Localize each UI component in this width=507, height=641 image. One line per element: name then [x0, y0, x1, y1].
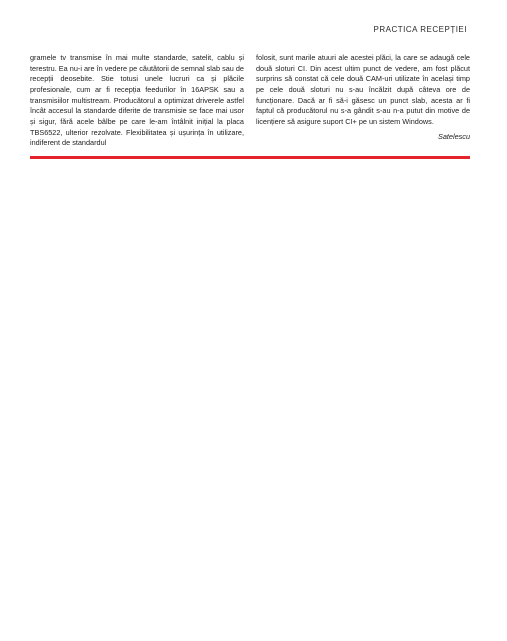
section-title: PRACTICA RECEPȚIEI — [373, 25, 467, 34]
article-text-right: folosit, sunt marile atuuri ale acestei plăci, la care se adaugă cele două sloturi CI. Din acest ultim punct de vedere, am fost plăcut surprins să constat că cele două CAM-uri utilizate în același timp pe cele două sloturi nu s-au încălzit după câteva ore de funcționare. Dacă ar fi să-i găsesc un punct slab, acesta ar fi faptul că producătorul nu s-a gândit s-au n-a putut din motive de licențiere să asigure suport CI+ pe un sistem Windows. — [256, 53, 470, 126]
article-text-left: gramele tv transmise în mai multe standarde, satelit, cablu și terestru. Ea nu-i are în vedere pe căutătorii de semnal slab sau de recepții deosebite. Stie totusi unele lucruri ca și plăcile profesionale, cum ar fi recepția feedurilor în 16APSK sau a transmisiilor multistream. Producătorul a optimizat driverele astfel încât accesul la standarde diferite de transmisie se face mai usor și sigur, fără acele bâlbe pe care le-am întâlnit inițial la placa TBS6522, ulterior rezolvate. Flexibilitatea și ușurința în utilizare, indiferent de standardul — [30, 53, 244, 148]
red-divider-rule — [30, 156, 470, 159]
author-signature: Satelescu — [437, 131, 470, 141]
article-column-right — [256, 53, 470, 149]
article-column-left — [30, 53, 244, 149]
article-body — [30, 53, 470, 149]
